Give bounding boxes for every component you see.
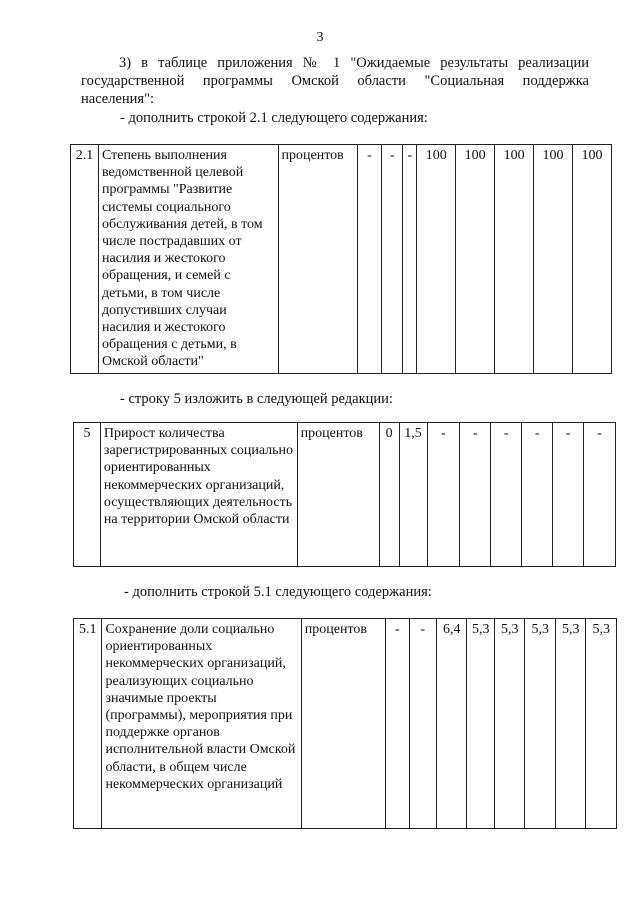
value-cell: 100 <box>417 145 456 374</box>
table-row-2-1 <box>70 144 612 374</box>
unit-cell: процентов <box>278 145 357 374</box>
value-cell: - <box>409 619 436 829</box>
value-cell: 100 <box>572 145 611 374</box>
table-row-5 <box>73 422 616 567</box>
value-cell: - <box>491 423 522 567</box>
unit-cell: процентов <box>297 423 379 567</box>
value-cell: - <box>553 423 584 567</box>
page-number: 3 <box>316 30 324 45</box>
row-number: 2.1 <box>71 145 99 374</box>
value-cell: 5,3 <box>494 619 525 829</box>
value-cell: - <box>460 423 491 567</box>
value-cell: - <box>357 145 382 374</box>
value-cell: 5,3 <box>525 619 556 829</box>
value-cell: 5,3 <box>586 619 617 829</box>
value-cell: 100 <box>495 145 534 374</box>
value-cell: - <box>522 423 553 567</box>
row-number: 5 <box>74 423 101 567</box>
instruction-add-row-5-1: - дополнить строкой 5.1 следующего содержания: <box>124 584 432 600</box>
value-cell: 5,3 <box>555 619 586 829</box>
value-cell: - <box>382 145 403 374</box>
instruction-add-row-2-1: - дополнить строкой 2.1 следующего содержания: <box>120 110 428 126</box>
intro-paragraph: 3) в таблице приложения № 1 "Ожидаемые результаты реализации государственной программы Омской области "Социальная поддержка населения": <box>81 55 589 107</box>
value-cell: 5,3 <box>467 619 494 829</box>
instruction-replace-row-5: - строку 5 изложить в следующей редакции: <box>120 391 393 407</box>
value-cell: - <box>386 619 409 829</box>
value-cell: - <box>584 423 616 567</box>
value-cell: 100 <box>534 145 573 374</box>
value-cell: - <box>403 145 417 374</box>
indicator-name: Сохранение доли социально ориентированных некоммерческих организаций, реализующих социально значимые проекты (программы), мероприятия при поддержке органов исполнительной власти Омской области, в общем числе некоммерческих организаций <box>102 619 301 829</box>
unit-cell: процентов <box>301 619 385 829</box>
indicator-name: Прирост количества зарегистрированных социально ориентированных некоммерческих организаций, осуществляющих деятельность на территории Омской области <box>100 423 297 567</box>
value-cell: - <box>427 423 460 567</box>
indicator-name: Степень выполнения ведомственной целевой программы "Развитие системы социального обслуживания детей, в том числе пострадавших от насилия и жестокого обращения, и семей с детьми, в том числе допустивших случаи насилия и жестокого обращения с детьми, в Омской области" <box>98 145 278 374</box>
row-number: 5.1 <box>74 619 102 829</box>
table-row-5-1 <box>73 618 617 829</box>
value-cell: 6,4 <box>436 619 467 829</box>
value-cell: 1,5 <box>399 423 427 567</box>
value-cell: 0 <box>379 423 399 567</box>
value-cell: 100 <box>456 145 495 374</box>
